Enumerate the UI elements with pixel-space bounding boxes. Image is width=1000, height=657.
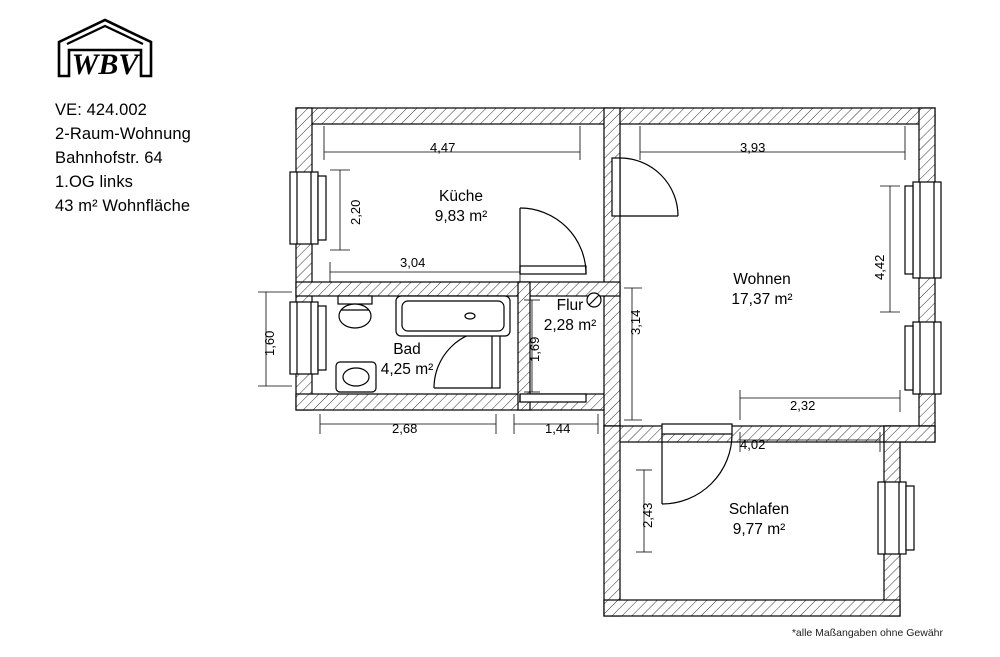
dimension-flur-bottom: 1,44 (545, 421, 571, 436)
fixture-toilet (338, 296, 372, 328)
window-kitchen (290, 172, 326, 244)
dimension-kueche-bottom: 3,04 (400, 255, 426, 270)
legend-line-ve: VE: 424.002 (55, 101, 147, 119)
room-label-bad (350, 340, 464, 380)
room-label-wohnen (692, 270, 832, 310)
dimension-kueche-left: 2,20 (348, 199, 363, 225)
room-name-bad: Bad (393, 341, 421, 358)
room-area-flur: 2,28 m² (543, 317, 597, 334)
dimension-kueche-top: 4,47 (430, 140, 456, 155)
room-area-schlafen: 9,77 m² (732, 521, 786, 538)
room-label-schlafen (694, 500, 824, 540)
window-bath (290, 302, 326, 374)
legend-line-type: 2-Raum-Wohnung (55, 125, 191, 143)
door-living (612, 158, 678, 216)
window-living-lower (905, 322, 941, 394)
dimension-wohnen-top: 3,93 (740, 140, 766, 155)
window-bedroom (878, 482, 914, 554)
room-area-wohnen: 17,37 m² (731, 291, 793, 308)
dimension-bad-left: 1,60 (262, 330, 277, 356)
dimension-wohnen-bottom: 2,32 (790, 398, 816, 413)
legend-line-address: Bahnhofstr. 64 (55, 149, 163, 167)
logo-text: WBV (71, 48, 139, 80)
room-label-kueche (396, 187, 526, 227)
footnote-disclaimer: *alle Maßangaben ohne Gewähr (791, 627, 943, 639)
dimension-schlafen-left: 2,43 (640, 502, 655, 528)
dimension-bad-bottom: 2,68 (392, 421, 418, 436)
room-name-kueche: Küche (439, 188, 483, 205)
dimension-wohnen-right: 4,42 (872, 254, 887, 280)
room-label-flur (528, 296, 612, 336)
window-living-upper (905, 182, 941, 278)
dimension-schlafen-top: 4,02 (740, 437, 766, 452)
dimension-flur-left: 1,69 (527, 336, 542, 362)
room-name-wohnen: Wohnen (733, 271, 791, 288)
door-kitchen (520, 208, 586, 274)
legend-line-area: 43 m² Wohnfläche (55, 197, 191, 215)
room-name-schlafen: Schlafen (728, 501, 790, 518)
fixture-bathtub (396, 296, 510, 336)
room-area-kueche: 9,83 m² (434, 208, 488, 225)
room-name-flur: Flur (556, 297, 584, 314)
door-entry (520, 394, 586, 402)
legend-line-floor: 1.OG links (55, 173, 134, 191)
room-area-bad: 4,25 m² (380, 361, 434, 378)
dimension-wohnen-left: 3,14 (628, 309, 643, 335)
